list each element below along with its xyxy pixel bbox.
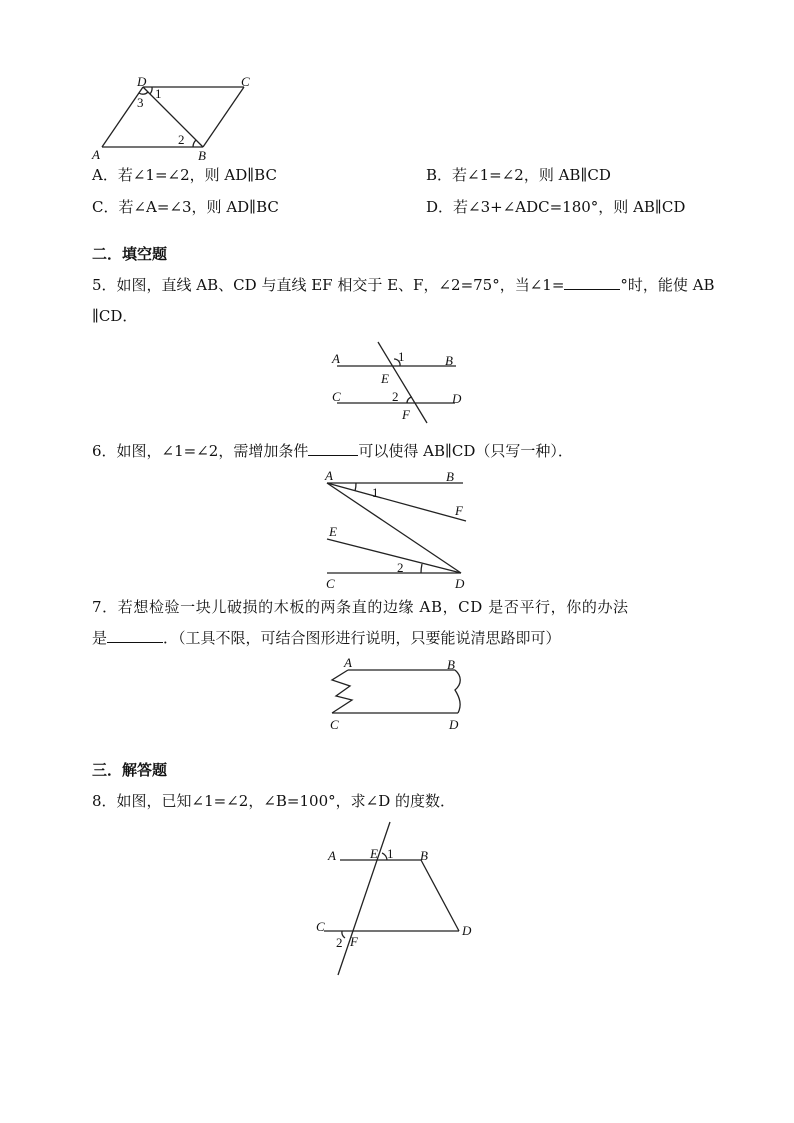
q5-label-f: F bbox=[402, 407, 410, 422]
q6-label-angle-1: 1 bbox=[372, 485, 379, 500]
q6-label-a: A bbox=[325, 468, 333, 483]
q8-label-angle-2: 2 bbox=[336, 935, 343, 950]
q6-label-angle-2: 2 bbox=[397, 560, 404, 575]
q8-label-a: A bbox=[328, 848, 336, 863]
q7-label-c: C bbox=[330, 717, 339, 732]
q7-label-a: A bbox=[344, 655, 352, 670]
q7-label-d: D bbox=[449, 717, 459, 732]
q6-text-part2: 可以使得 AB∥CD（只写一种）． bbox=[358, 442, 573, 460]
q8-label-b: B bbox=[420, 848, 428, 863]
q6-label-b: B bbox=[446, 469, 454, 484]
q8-label-f: F bbox=[350, 934, 358, 949]
q8-text: 8．如图，已知∠1=∠2，∠B=100°，求∠D 的度数． bbox=[92, 792, 455, 810]
q4-label-angle-2: 2 bbox=[178, 132, 185, 147]
q7-text-part1: 是 bbox=[92, 629, 108, 647]
q4-label-d: D bbox=[137, 74, 147, 89]
q5-label-e: E bbox=[381, 371, 389, 386]
q8-label-e: E bbox=[370, 846, 378, 861]
q8-label-c: C bbox=[316, 919, 325, 934]
q6-text-part1: 6．如图，∠1=∠2，需增加条件 bbox=[92, 442, 309, 460]
q4-label-a: A bbox=[92, 147, 100, 162]
q5-label-a: A bbox=[332, 351, 340, 366]
q6-label-c: C bbox=[326, 576, 335, 591]
q8-edge-bd bbox=[421, 860, 459, 931]
q5-text-part2: °时，能使 AB bbox=[620, 276, 715, 294]
q4-label-angle-3: 3 bbox=[137, 95, 144, 110]
q7-text-part2: ．（工具不限，可结合图形进行说明，只要能说清思路即可） bbox=[163, 629, 561, 647]
q5-text-part1: 5．如图，直线 AB、CD 与直线 EF 相交于 E、F，∠2=75°，当∠1= bbox=[92, 276, 565, 294]
q8-label-angle-1: 1 bbox=[387, 846, 394, 861]
q4-option-a: A．若∠1=∠2，则 AD∥BC bbox=[92, 166, 277, 184]
q5-label-angle-2: 2 bbox=[392, 389, 399, 404]
q6-label-f: F bbox=[455, 503, 463, 518]
q5-text-line2: ∥CD． bbox=[92, 307, 138, 325]
q8-label-d: D bbox=[462, 923, 472, 938]
q4-option-d: D．若∠3+∠ADC=180°，则 AB∥CD bbox=[426, 198, 686, 216]
q6-label-d: D bbox=[455, 576, 465, 591]
q5-label-b: B bbox=[445, 353, 453, 368]
q5-label-angle-1: 1 bbox=[398, 349, 405, 364]
q6-label-e: E bbox=[329, 524, 337, 539]
q5-label-d: D bbox=[452, 391, 462, 406]
q4-label-b: B bbox=[198, 148, 206, 163]
section-answer-title: 三．解答题 bbox=[92, 761, 168, 779]
q7-label-b: B bbox=[447, 657, 455, 672]
q7-text-line1: 7．若想检验一块儿破损的木板的两条直的边缘 AB，CD 是否平行，你的办法 bbox=[92, 598, 629, 616]
q4-option-b: B．若∠1=∠2，则 AB∥CD bbox=[426, 166, 611, 184]
q8-transversal-ef bbox=[338, 822, 390, 975]
q4-option-c: C．若∠A=∠3，则 AD∥BC bbox=[92, 198, 279, 216]
q4-label-c: C bbox=[241, 74, 250, 89]
q5-label-c: C bbox=[332, 389, 341, 404]
section-fill-in-title: 二．填空题 bbox=[92, 245, 168, 263]
q4-label-angle-1: 1 bbox=[155, 86, 162, 101]
